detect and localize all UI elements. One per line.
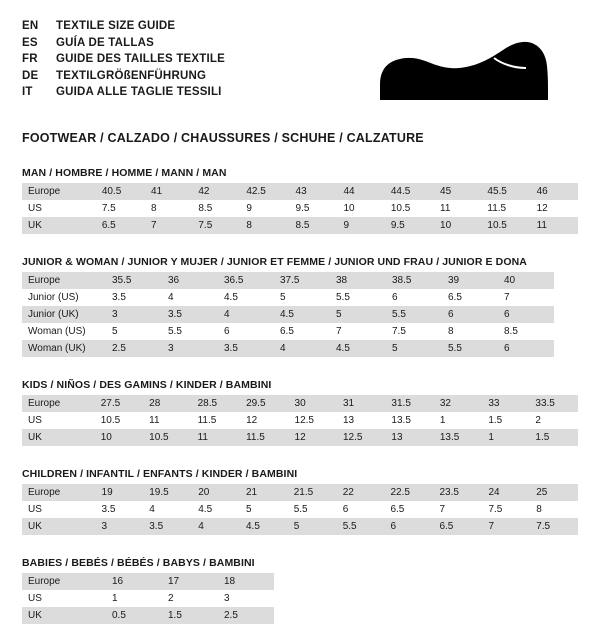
language-title: GUÍA DE TALLAS bbox=[56, 36, 154, 49]
size-cell: 3.5 bbox=[106, 289, 162, 306]
size-cell: 4 bbox=[218, 306, 274, 323]
size-cell: 5.5 bbox=[288, 501, 337, 518]
size-tables bbox=[22, 167, 578, 624]
size-cell: 7.5 bbox=[192, 217, 240, 234]
size-cell: 6.5 bbox=[274, 323, 330, 340]
table-row bbox=[22, 323, 554, 340]
size-cell: 5.5 bbox=[337, 518, 385, 535]
size-cell: 4.5 bbox=[330, 340, 386, 357]
size-cell: 3 bbox=[162, 340, 218, 357]
size-cell: 37.5 bbox=[274, 272, 330, 289]
table-row bbox=[22, 590, 274, 607]
size-cell: 8 bbox=[442, 323, 498, 340]
size-cell: 8 bbox=[240, 217, 289, 234]
size-cell: 38 bbox=[330, 272, 386, 289]
language-code: DE bbox=[22, 69, 39, 82]
size-table-group bbox=[22, 557, 578, 624]
row-label: UK bbox=[22, 429, 95, 446]
size-cell: 6 bbox=[386, 289, 442, 306]
row-label: Woman (US) bbox=[22, 323, 106, 340]
size-cell: 11 bbox=[434, 200, 481, 217]
table-row bbox=[22, 607, 274, 624]
size-cell: 44.5 bbox=[385, 183, 434, 200]
size-cell: 39 bbox=[442, 272, 498, 289]
size-cell: 19 bbox=[96, 484, 144, 501]
row-label: US bbox=[22, 501, 96, 518]
size-cell: 6.5 bbox=[96, 217, 145, 234]
table-row bbox=[22, 518, 578, 535]
size-cell: 6 bbox=[337, 501, 385, 518]
size-cell: 12 bbox=[240, 412, 288, 429]
size-cell: 10 bbox=[434, 217, 481, 234]
size-cell: 5 bbox=[330, 306, 386, 323]
size-cell: 4.5 bbox=[274, 306, 330, 323]
language-code: EN bbox=[22, 20, 39, 32]
size-cell: 32 bbox=[434, 395, 482, 412]
size-cell: 13 bbox=[385, 429, 433, 446]
size-cell: 6.5 bbox=[384, 501, 433, 518]
size-cell: 4 bbox=[274, 340, 330, 357]
size-cell: 1.5 bbox=[529, 429, 578, 446]
size-cell: 23.5 bbox=[433, 484, 482, 501]
size-cell: 45 bbox=[434, 183, 481, 200]
size-cell: 1 bbox=[482, 429, 529, 446]
language-title: GUIDA ALLE TAGLIE TESSILI bbox=[56, 86, 222, 98]
size-cell: 13.5 bbox=[434, 429, 482, 446]
size-cell: 3.5 bbox=[96, 501, 144, 518]
size-cell: 20 bbox=[192, 484, 240, 501]
size-cell: 7 bbox=[433, 501, 482, 518]
language-row bbox=[22, 68, 225, 85]
size-cell: 3 bbox=[218, 590, 274, 607]
size-cell: 12 bbox=[289, 429, 337, 446]
size-cell: 8.5 bbox=[290, 217, 338, 234]
size-cell: 30 bbox=[289, 395, 337, 412]
size-cell: 28.5 bbox=[192, 395, 240, 412]
language-title: TEXTILE SIZE GUIDE bbox=[56, 20, 176, 32]
table-row bbox=[22, 217, 578, 234]
size-cell: 36 bbox=[162, 272, 218, 289]
row-label: UK bbox=[22, 607, 106, 624]
row-label: Europe bbox=[22, 395, 95, 412]
size-cell: 5.5 bbox=[386, 306, 442, 323]
size-cell: 21.5 bbox=[288, 484, 337, 501]
size-cell: 2 bbox=[529, 412, 578, 429]
size-cell: 8 bbox=[145, 200, 192, 217]
size-cell: 45.5 bbox=[481, 183, 530, 200]
language-row bbox=[22, 35, 225, 52]
language-code: ES bbox=[22, 36, 38, 49]
size-cell: 5 bbox=[106, 323, 162, 340]
size-cell: 12.5 bbox=[337, 429, 385, 446]
group-title: MAN / HOMBRE / HOMME / MANN / MAN bbox=[22, 167, 227, 179]
size-cell: 4 bbox=[143, 501, 192, 518]
size-cell: 28 bbox=[143, 395, 191, 412]
row-label: US bbox=[22, 590, 106, 607]
size-cell: 5.5 bbox=[330, 289, 386, 306]
size-cell: 18 bbox=[218, 573, 274, 590]
size-cell: 7 bbox=[330, 323, 386, 340]
size-cell: 10 bbox=[338, 200, 385, 217]
size-cell: 5 bbox=[240, 501, 288, 518]
size-cell: 8.5 bbox=[192, 200, 240, 217]
size-cell: 6 bbox=[384, 518, 433, 535]
table-row bbox=[22, 484, 578, 501]
size-cell: 0.5 bbox=[106, 607, 162, 624]
size-cell: 16 bbox=[106, 573, 162, 590]
header bbox=[22, 18, 578, 111]
size-cell: 2.5 bbox=[218, 607, 274, 624]
row-label: Europe bbox=[22, 183, 96, 200]
size-cell: 7.5 bbox=[386, 323, 442, 340]
size-cell: 6 bbox=[498, 340, 554, 357]
size-cell: 10 bbox=[95, 429, 143, 446]
row-label: Woman (UK) bbox=[22, 340, 106, 357]
language-title: TEXTILGRÖßENFÜHRUNG bbox=[56, 69, 207, 82]
size-cell: 6.5 bbox=[433, 518, 482, 535]
size-cell: 9.5 bbox=[385, 217, 434, 234]
size-cell: 11.5 bbox=[192, 412, 240, 429]
size-cell: 1 bbox=[106, 590, 162, 607]
size-table-group bbox=[22, 468, 578, 535]
size-cell: 46 bbox=[531, 183, 578, 200]
table-row bbox=[22, 412, 578, 429]
size-cell: 44 bbox=[338, 183, 385, 200]
table-row bbox=[22, 395, 578, 412]
size-cell: 9.5 bbox=[290, 200, 338, 217]
group-title: BABIES / BEBÉS / BÉBÉS / BABYS / BAMBINI bbox=[22, 557, 255, 569]
table-row bbox=[22, 306, 554, 323]
row-label: US bbox=[22, 200, 96, 217]
size-cell: 19.5 bbox=[143, 484, 192, 501]
size-cell: 5.5 bbox=[162, 323, 218, 340]
table-row bbox=[22, 429, 578, 446]
size-table bbox=[22, 573, 274, 624]
size-table bbox=[22, 484, 578, 535]
size-cell: 40 bbox=[498, 272, 554, 289]
section-title: FOOTWEAR / CALZADO / CHAUSSURES / SCHUHE / CALZATURE bbox=[22, 131, 424, 145]
size-table-group bbox=[22, 379, 578, 446]
language-list bbox=[22, 18, 225, 101]
size-cell: 31.5 bbox=[385, 395, 433, 412]
size-cell: 24 bbox=[482, 484, 530, 501]
size-cell: 36.5 bbox=[218, 272, 274, 289]
group-title: KIDS / NIÑOS / DES GAMINS / KINDER / BAMBINI bbox=[22, 379, 272, 391]
size-cell: 5 bbox=[386, 340, 442, 357]
table-row bbox=[22, 200, 578, 217]
dress-shoe-icon bbox=[374, 34, 554, 111]
size-cell: 33.5 bbox=[529, 395, 578, 412]
size-cell: 6 bbox=[498, 306, 554, 323]
size-cell: 6.5 bbox=[442, 289, 498, 306]
size-cell: 9 bbox=[338, 217, 385, 234]
size-cell: 4 bbox=[192, 518, 240, 535]
row-label: UK bbox=[22, 217, 96, 234]
size-cell: 3 bbox=[96, 518, 144, 535]
size-table bbox=[22, 395, 578, 446]
size-cell: 5 bbox=[274, 289, 330, 306]
size-cell: 3.5 bbox=[218, 340, 274, 357]
size-cell: 2 bbox=[162, 590, 218, 607]
group-title: JUNIOR & WOMAN / JUNIOR Y MUJER / JUNIOR ET FEMME / JUNIOR UND FRAU / JUNIOR E DONA bbox=[22, 256, 527, 268]
row-label: Junior (US) bbox=[22, 289, 106, 306]
size-cell: 12.5 bbox=[289, 412, 337, 429]
size-cell: 7 bbox=[482, 518, 530, 535]
size-cell: 42 bbox=[192, 183, 240, 200]
size-cell: 21 bbox=[240, 484, 288, 501]
size-cell: 7.5 bbox=[530, 518, 578, 535]
size-cell: 4.5 bbox=[240, 518, 288, 535]
size-cell: 8 bbox=[530, 501, 578, 518]
size-cell: 5.5 bbox=[442, 340, 498, 357]
size-cell: 17 bbox=[162, 573, 218, 590]
size-cell: 38.5 bbox=[386, 272, 442, 289]
size-cell: 4.5 bbox=[218, 289, 274, 306]
size-cell: 6 bbox=[442, 306, 498, 323]
size-cell: 9 bbox=[240, 200, 289, 217]
size-cell: 1 bbox=[434, 412, 482, 429]
size-cell: 4.5 bbox=[192, 501, 240, 518]
size-cell: 5 bbox=[288, 518, 337, 535]
size-cell: 43 bbox=[290, 183, 338, 200]
size-cell: 13.5 bbox=[385, 412, 433, 429]
size-cell: 31 bbox=[337, 395, 385, 412]
size-cell: 11 bbox=[192, 429, 240, 446]
table-row bbox=[22, 501, 578, 518]
size-cell: 11.5 bbox=[240, 429, 288, 446]
size-cell: 41 bbox=[145, 183, 192, 200]
table-row bbox=[22, 340, 554, 357]
row-label: Europe bbox=[22, 573, 106, 590]
table-row bbox=[22, 183, 578, 200]
size-cell: 40.5 bbox=[96, 183, 145, 200]
size-cell: 12 bbox=[531, 200, 578, 217]
size-cell: 3 bbox=[106, 306, 162, 323]
size-cell: 7 bbox=[145, 217, 192, 234]
row-label: UK bbox=[22, 518, 96, 535]
size-cell: 7 bbox=[498, 289, 554, 306]
size-cell: 29.5 bbox=[240, 395, 288, 412]
size-table-group bbox=[22, 256, 578, 357]
size-cell: 7.5 bbox=[482, 501, 530, 518]
size-cell: 7.5 bbox=[96, 200, 145, 217]
size-cell: 25 bbox=[530, 484, 578, 501]
size-cell: 2.5 bbox=[106, 340, 162, 357]
size-cell: 4 bbox=[162, 289, 218, 306]
language-title: GUIDE DES TAILLES TEXTILE bbox=[56, 53, 225, 65]
size-cell: 11.5 bbox=[481, 200, 530, 217]
row-label: US bbox=[22, 412, 95, 429]
table-row bbox=[22, 573, 274, 590]
size-cell: 3.5 bbox=[143, 518, 192, 535]
size-cell: 10.5 bbox=[143, 429, 191, 446]
size-cell: 22.5 bbox=[384, 484, 433, 501]
row-label: Europe bbox=[22, 484, 96, 501]
language-row bbox=[22, 51, 225, 68]
language-row bbox=[22, 18, 225, 35]
size-table bbox=[22, 183, 578, 234]
size-cell: 6 bbox=[218, 323, 274, 340]
language-row bbox=[22, 84, 225, 101]
size-table-group bbox=[22, 167, 578, 234]
size-cell: 11 bbox=[143, 412, 191, 429]
language-code: IT bbox=[22, 86, 33, 98]
size-cell: 13 bbox=[337, 412, 385, 429]
size-cell: 42.5 bbox=[240, 183, 289, 200]
size-cell: 35.5 bbox=[106, 272, 162, 289]
size-cell: 10.5 bbox=[95, 412, 143, 429]
group-title: CHILDREN / INFANTIL / ENFANTS / KINDER / BAMBINI bbox=[22, 468, 298, 480]
size-cell: 3.5 bbox=[162, 306, 218, 323]
row-label: Junior (UK) bbox=[22, 306, 106, 323]
language-code: FR bbox=[22, 53, 38, 65]
table-row bbox=[22, 272, 554, 289]
size-cell: 1.5 bbox=[162, 607, 218, 624]
size-cell: 27.5 bbox=[95, 395, 143, 412]
size-cell: 22 bbox=[337, 484, 385, 501]
size-cell: 1.5 bbox=[482, 412, 529, 429]
size-table bbox=[22, 272, 554, 357]
row-label: Europe bbox=[22, 272, 106, 289]
table-row bbox=[22, 289, 554, 306]
size-cell: 33 bbox=[482, 395, 529, 412]
size-cell: 8.5 bbox=[498, 323, 554, 340]
size-cell: 10.5 bbox=[385, 200, 434, 217]
size-cell: 11 bbox=[531, 217, 578, 234]
size-cell: 10.5 bbox=[481, 217, 530, 234]
